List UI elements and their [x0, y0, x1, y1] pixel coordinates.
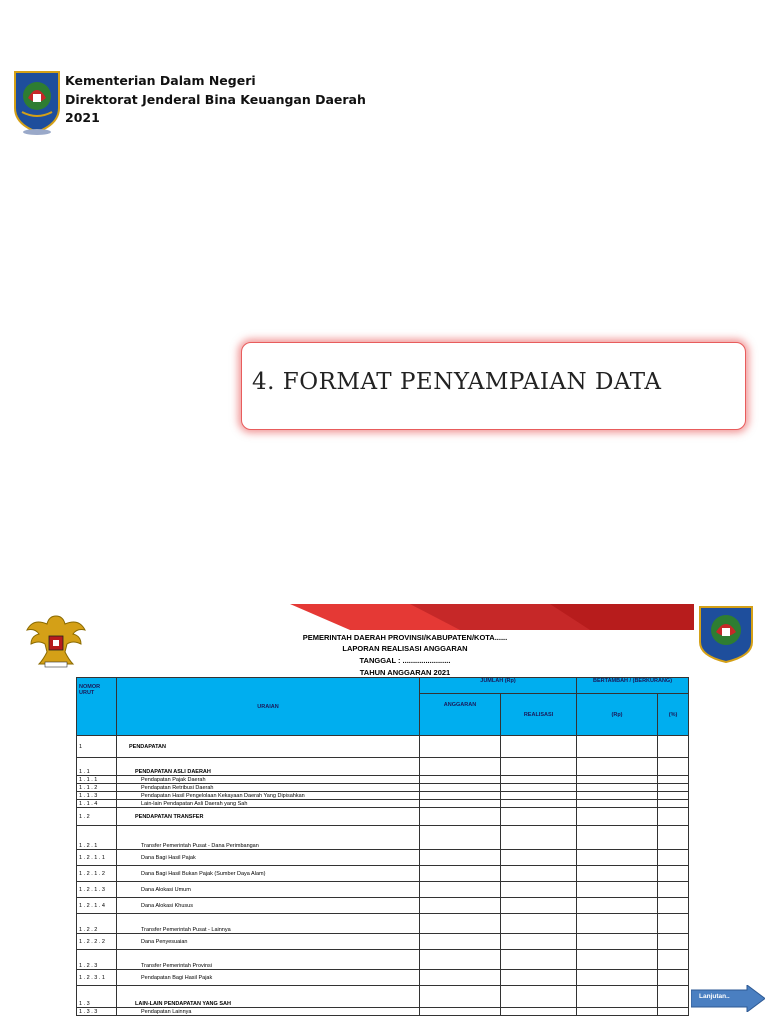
row-number: 1 . 1 . 4 [77, 800, 117, 808]
row-uraian: Pendapatan Pajak Daerah [117, 776, 420, 784]
table-row [77, 792, 689, 800]
row-uraian: PENDAPATAN TRANSFER [117, 808, 420, 826]
section-title-box [241, 342, 746, 430]
header-anggaran: ANGGARAN [420, 694, 501, 736]
row-number: 1 . 1 . 2 [77, 784, 117, 792]
row-uraian: Transfer Pemerintah Pusat - Dana Perimbangan [117, 826, 420, 850]
table-row [77, 986, 689, 1008]
row-uraian: Lain-lain Pendapatan Asli Daerah yang Sah [117, 800, 420, 808]
table-row [77, 758, 689, 776]
report-date: TANGGAL : ....................... [359, 656, 451, 665]
row-number: 1 . 2 . 1 . 1 [77, 850, 117, 866]
row-number: 1 . 3 [77, 986, 117, 1008]
row-number: 1 . 2 . 3 . 1 [77, 970, 117, 986]
row-uraian: Dana Alokasi Khusus [117, 898, 420, 914]
next-button-label: Lanjutan.. [699, 993, 730, 1000]
header-realisasi: REALISASI [501, 694, 577, 736]
row-number: 1 . 3 . 3 [77, 1008, 117, 1016]
red-header-band [290, 604, 694, 630]
row-uraian: Transfer Pemerintah Pusat - Lainnya [117, 914, 420, 934]
table-row [77, 776, 689, 784]
row-uraian: Transfer Pemerintah Provinsi [117, 950, 420, 970]
row-uraian: PENDAPATAN [117, 736, 420, 758]
header-uraian: URAIAN [117, 678, 420, 736]
table-row [77, 736, 689, 758]
row-number: 1 . 2 . 2 [77, 914, 117, 934]
table-row [77, 866, 689, 882]
report-title: LAPORAN REALISASI ANGGARAN [342, 644, 468, 653]
table-row [77, 934, 689, 950]
row-uraian: Pendapatan Bagi Hasil Pajak [117, 970, 420, 986]
table-row [77, 850, 689, 866]
realization-report-table [76, 677, 689, 1016]
header-rp: (Rp) [577, 694, 658, 736]
row-uraian: LAIN-LAIN PENDAPATAN YANG SAH [117, 986, 420, 1008]
row-number: 1 . 2 . 1 . 2 [77, 866, 117, 882]
row-number: 1 . 2 . 1 [77, 826, 117, 850]
row-number: 1 . 1 [77, 758, 117, 776]
header-directorate: Direktorat Jenderal Bina Keuangan Daerah [65, 92, 366, 107]
table-row [77, 826, 689, 850]
table-row [77, 1008, 689, 1016]
header-year: 2021 [65, 110, 100, 125]
row-uraian: Dana Alokasi Umum [117, 882, 420, 898]
header-jumlah: JUMLAH (Rp) [420, 678, 577, 694]
row-uraian: Dana Penyesuaian [117, 934, 420, 950]
table-row [77, 970, 689, 986]
row-number: 1 . 2 . 3 [77, 950, 117, 970]
header-persen: (%) [658, 694, 689, 736]
table-row [77, 914, 689, 934]
report-fiscal-year: TAHUN ANGGARAN 2021 [359, 668, 451, 677]
table-row [77, 882, 689, 898]
garuda-emblem-icon [25, 608, 87, 670]
row-number: 1 . 1 . 1 [77, 776, 117, 784]
row-uraian: Pendapatan Hasil Pengelolaan Kekayaan Daerah Yang Dipisahkan [117, 792, 420, 800]
row-uraian: PENDAPATAN ASLI DAERAH [117, 758, 420, 776]
next-button[interactable] [691, 985, 765, 1012]
report-government: PEMERINTAH DAERAH PROVINSI/KABUPATEN/KOTA...... [302, 633, 508, 642]
row-number: 1 . 2 . 2 . 2 [77, 934, 117, 950]
header-bertambah: BERTAMBAH / (BERKURANG) [577, 678, 689, 694]
row-number: 1 . 2 . 1 . 4 [77, 898, 117, 914]
table-row [77, 784, 689, 792]
header-ministry: Kementerian Dalam Negeri [65, 73, 256, 88]
table-row [77, 950, 689, 970]
row-number: 1 . 1 . 3 [77, 792, 117, 800]
row-uraian: Dana Bagi Hasil Bukan Pajak (Sumber Daya Alam) [117, 866, 420, 882]
table-row [77, 808, 689, 826]
row-number: 1 [77, 736, 117, 758]
kemendagri-logo-icon [12, 68, 62, 136]
row-uraian: Pendapatan Lainnya [117, 1008, 420, 1016]
header-nomor-urut: NOMOR URUT [77, 678, 117, 736]
row-uraian: Dana Bagi Hasil Pajak [117, 850, 420, 866]
row-number: 1 . 2 . 1 . 3 [77, 882, 117, 898]
table-row [77, 898, 689, 914]
row-number: 1 . 2 [77, 808, 117, 826]
table-row [77, 800, 689, 808]
kemendagri-logo-right-icon [697, 604, 755, 664]
section-title: 4. FORMAT PENYAMPAIAN DATA [252, 369, 662, 395]
row-uraian: Pendapatan Retribusi Daerah [117, 784, 420, 792]
